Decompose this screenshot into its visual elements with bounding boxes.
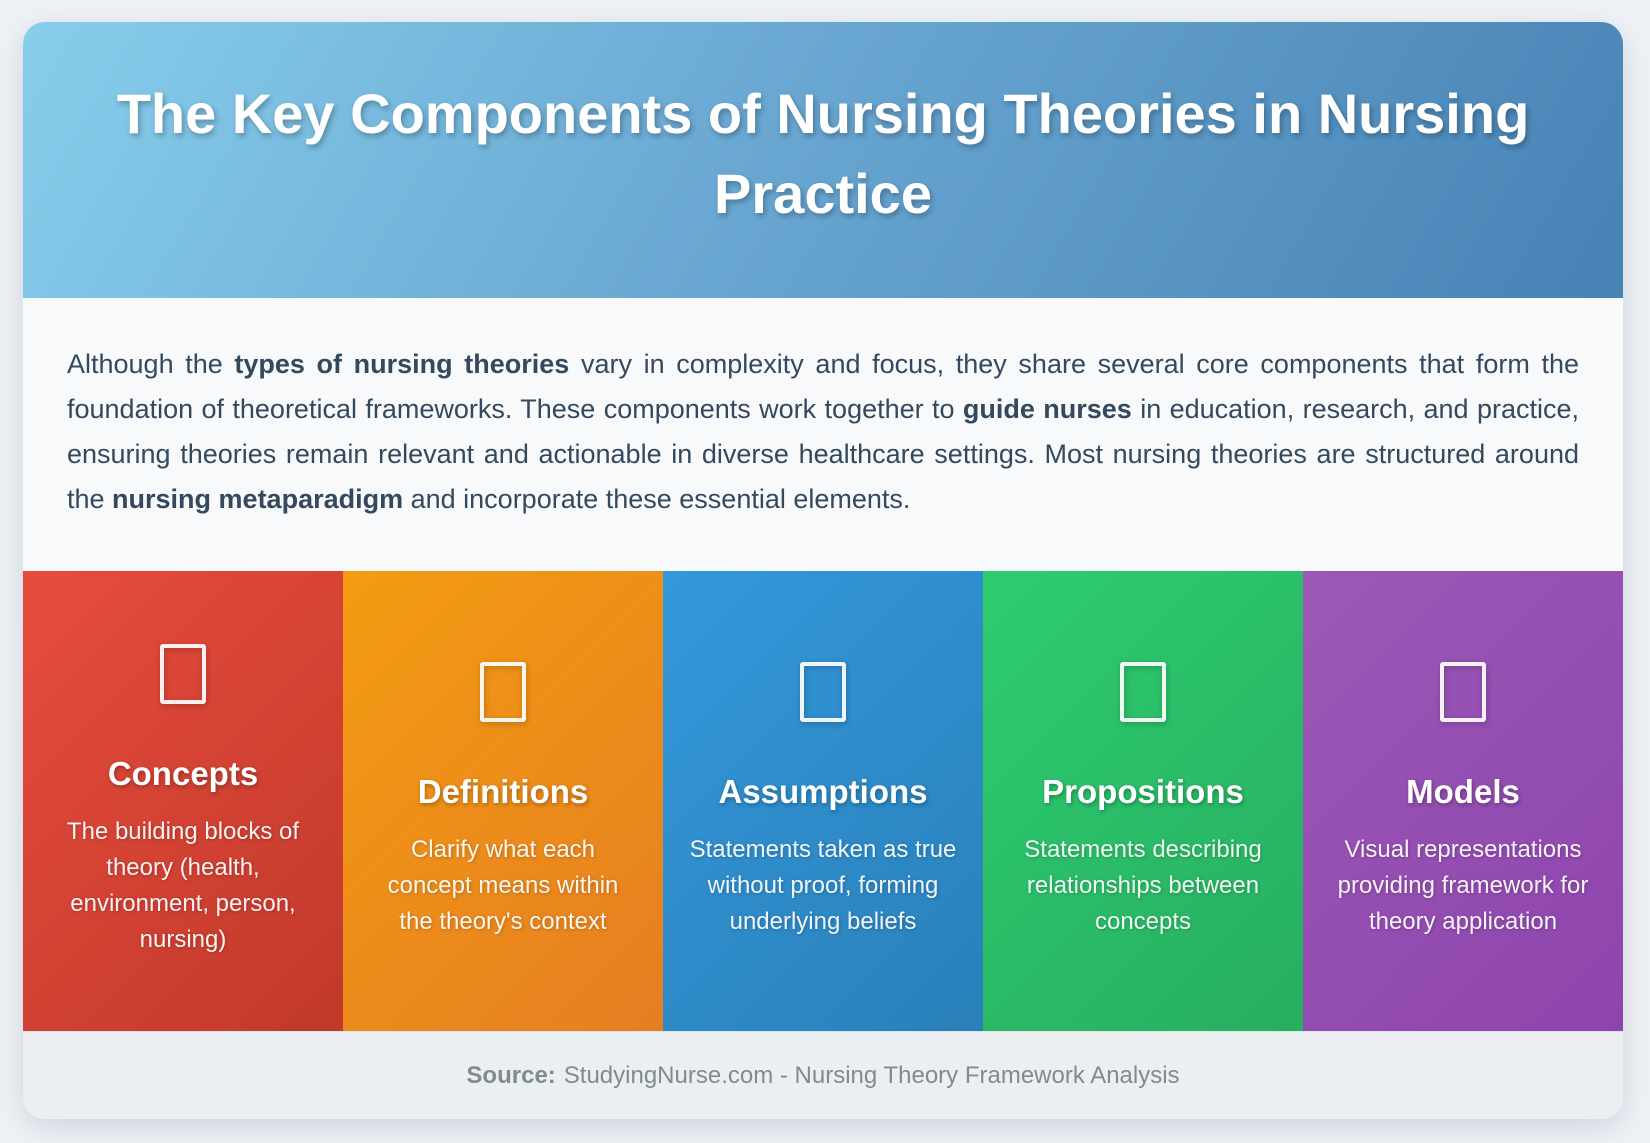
component-models	[1303, 571, 1623, 1031]
assumptions-icon	[800, 662, 846, 722]
source-label: Source:	[466, 1061, 556, 1089]
component-assumptions	[663, 571, 983, 1031]
component-description: Visual representations providing framework for theory application	[1337, 836, 1589, 935]
intro-bold-types-of-nursing-theories: types of nursing theories	[234, 349, 570, 379]
intro-text-2: vary in complexity and focus, they share several core components that form the foundation of theoretical frameworks. These components work together to	[67, 349, 1579, 424]
infographic-card	[23, 22, 1623, 1119]
component-description: Statements taken as true without proof, forming underlying beliefs	[689, 836, 957, 935]
intro-bold-nursing-metaparadigm: nursing metaparadigm	[112, 484, 404, 514]
concepts-icon	[160, 644, 206, 704]
intro-text-1: Although the	[67, 349, 235, 379]
intro-text-3: in education, research, and practice, ensuring theories remain relevant and actionable in diverse healthcare settings. Most nursing theories are structured around the	[67, 394, 1579, 514]
intro-bold-guide-nurses: guide nurses	[962, 394, 1132, 424]
propositions-icon	[1120, 662, 1166, 722]
page-title: The Key Components of Nursing Theories in Nursing Practice	[116, 82, 1530, 225]
component-definitions	[343, 571, 663, 1031]
component-title: Concepts	[107, 755, 259, 792]
source-text: StudyingNurse.com - Nursing Theory Framework Analysis	[563, 1061, 1180, 1089]
component-description: Statements describing relationships between concepts	[1024, 836, 1262, 935]
intro-text-4: and incorporate these essential elements.	[403, 484, 911, 514]
component-title: Assumptions	[718, 773, 928, 810]
intro-paragraph	[67, 342, 1579, 522]
component-description: Clarify what each concept means within the theory's context	[387, 836, 619, 935]
component-propositions	[983, 571, 1303, 1031]
component-concepts	[23, 571, 343, 1031]
source-footer	[23, 1031, 1623, 1119]
definitions-icon	[480, 662, 526, 722]
component-description: The building blocks of theory (health, environment, person, nursing)	[66, 818, 300, 953]
components-row	[23, 571, 1623, 1031]
models-icon	[1440, 662, 1486, 722]
intro-section	[23, 298, 1623, 571]
component-title: Definitions	[417, 773, 589, 810]
component-title: Propositions	[1042, 773, 1244, 810]
header-banner	[23, 22, 1623, 298]
component-title: Models	[1406, 773, 1520, 810]
